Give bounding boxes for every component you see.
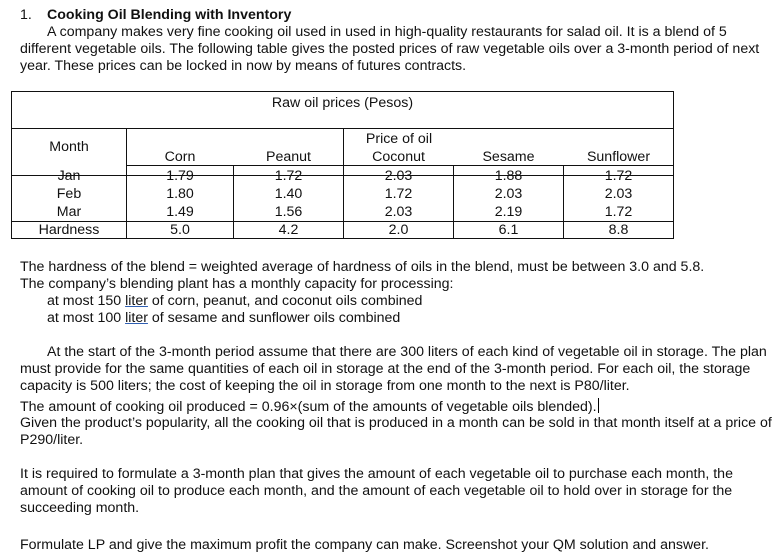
table-cell: 1.88 [494,168,523,184]
task-line: Formulate LP and give the maximum profit the company can make. Screenshot your QM solution and answer. [20,537,709,553]
production-text: The amount of cooking oil produced = 0.96×(sum of the amounts of vegetable oils blended). [20,399,597,415]
requirement-paragraph: It is required to formulate a 3-month plan that gives the amount of each vegetable oil to purchase each month, the amount of cooking oil to produce each month, and the amount of each vegetable oil to hold over in storage for the succeeding month. [20,466,733,516]
capacity-line-1 [20,293,777,310]
column-header-peanut: Peanut [266,149,311,165]
capacity-1-prefix: at most 150 [47,293,126,309]
table-cell: 2.03 [604,186,633,202]
table-cell: 1.49 [166,204,194,220]
capacity-line-2 [20,310,777,327]
column-header-corn: Corn [164,149,196,165]
production-line[interactable] [20,398,777,416]
table-cell: 1.80 [166,186,194,202]
table-cell: 5.0 [170,222,190,238]
problem-title: Cooking Oil Blending with Inventory [47,7,292,23]
problem-intro [20,24,775,75]
table-cell: 2.0 [388,222,409,238]
liter-link[interactable]: liter [125,293,148,309]
table-cell: 8.8 [608,222,629,238]
table-cell: 1.40 [274,186,303,202]
capacity-2-suffix: of sesame and sunflower oils combined [147,310,401,326]
row-label-feb: Feb [56,186,82,202]
table-cell: 2.03 [494,186,523,202]
column-header-sesame: Sesame [482,149,535,165]
table-caption: Raw oil prices (Pesos) [271,95,414,111]
table-cell: 6.1 [498,222,519,238]
row-label-mar: Mar [56,204,82,220]
capacity-1-suffix: of corn, peanut, and coconut oils combined [147,293,423,309]
demand-paragraph: Given the product’s popularity, all the cooking oil that is produced in a month can be sold in that month itself at a price of P290/liter. [20,415,772,448]
table-cell: 1.72 [604,204,633,220]
price-header: Price of oil [365,131,433,147]
problem-heading [20,7,291,24]
table-cell: 2.19 [494,204,523,220]
table-cell: 1.72 [384,186,413,202]
column-header-sunflower: Sunflower [586,149,651,165]
capacity-intro: The company’s blending plant has a monthly capacity for processing: [20,276,454,292]
month-header: Month [49,139,89,155]
hardness-constraint: The hardness of the blend = weighted average of hardness of oils in the blend, must be between 3.0 and 5.8. [20,259,705,275]
storage-paragraph: At the start of the 3-month period assume that there are 300 liters of each kind of vegetable oil in storage. The plan must provide for the same quantities of each oil in storage at the end of the 3-month period. For each oil, the storage capacity is 500 liters; the cost of keeping the oil in storage from one month to the next is P80/liter. [20,344,767,394]
table-cell: 2.03 [384,204,413,220]
row-label-jan: Jan [57,168,81,184]
table-cell: 1.56 [274,204,303,220]
problem-number: 1. [20,7,32,23]
table-cell: 4.2 [278,222,299,238]
capacity-2-prefix: at most 100 [47,310,126,326]
table-cell: 1.72 [274,168,303,184]
table-cell: 2.03 [384,168,413,184]
liter-link[interactable]: liter [125,310,148,326]
row-label-hardness: Hardness [38,222,100,238]
intro-paragraph: A company makes very fine cooking oil used in used in high-quality restaurants for salad oil. It is a blend of 5 different vegetable oils. The following table gives the posted prices of raw vegetable oils over a 3-month period of next year. These prices can be locked in now by means of futures contracts. [20,24,760,74]
table-cell: 1.72 [604,168,633,184]
column-header-coconut: Coconut [372,149,425,165]
raw-oil-prices-table [11,91,674,239]
table-cell: 1.79 [166,168,194,184]
text-cursor [598,398,599,413]
